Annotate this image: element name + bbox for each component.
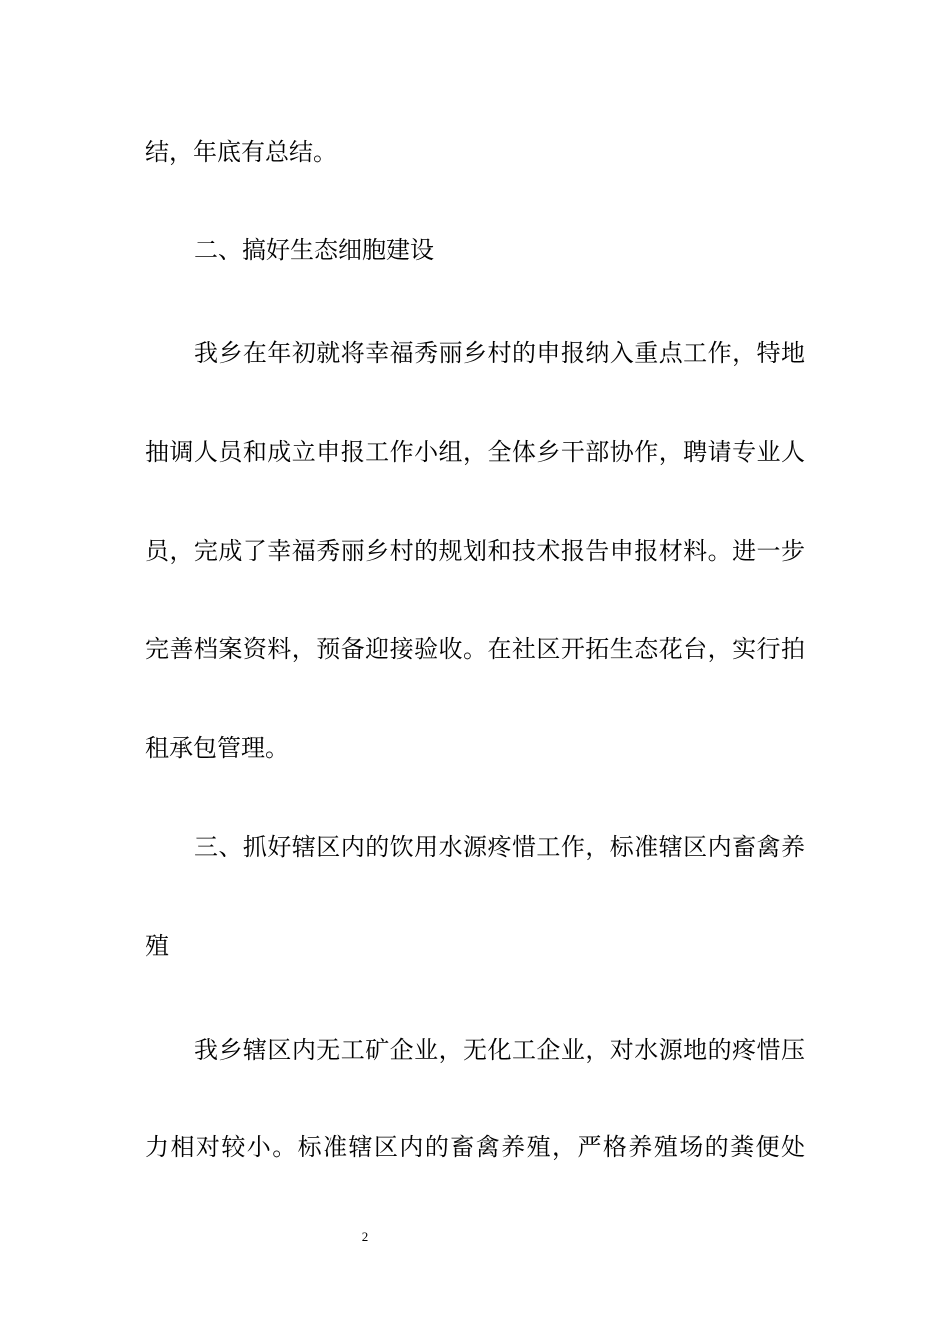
paragraph-line: 我乡在年初就将幸福秀丽乡村的申报纳入重点工作，特地 (194, 339, 805, 367)
section-heading-3-continued: 殖 (145, 932, 169, 960)
section-heading-2: 二、搞好生态细胞建设 (194, 236, 434, 264)
paragraph-line: 抽调人员和成立申报工作小组，全体乡干部协作，聘请专业人 (145, 438, 805, 466)
paragraph-line: 租承包管理。 (145, 734, 289, 762)
section-heading-3: 三、抓好辖区内的饮用水源疼惜工作，标准辖区内畜禽养 (194, 833, 805, 861)
paragraph-line: 力相对较小。标准辖区内的畜禽养殖，严格养殖场的粪便处 (145, 1133, 805, 1161)
paragraph-line: 完善档案资料，预备迎接验收。在社区开拓生态花台，实行拍 (145, 635, 805, 663)
page-number: 2 (361, 1229, 369, 1244)
paragraph-line: 员，完成了幸福秀丽乡村的规划和技术报告申报材料。进一步 (145, 537, 805, 565)
paragraph-line: 结，年底有总结。 (145, 138, 337, 166)
paragraph-line: 我乡辖区内无工矿企业，无化工企业，对水源地的疼惜压 (194, 1036, 805, 1064)
